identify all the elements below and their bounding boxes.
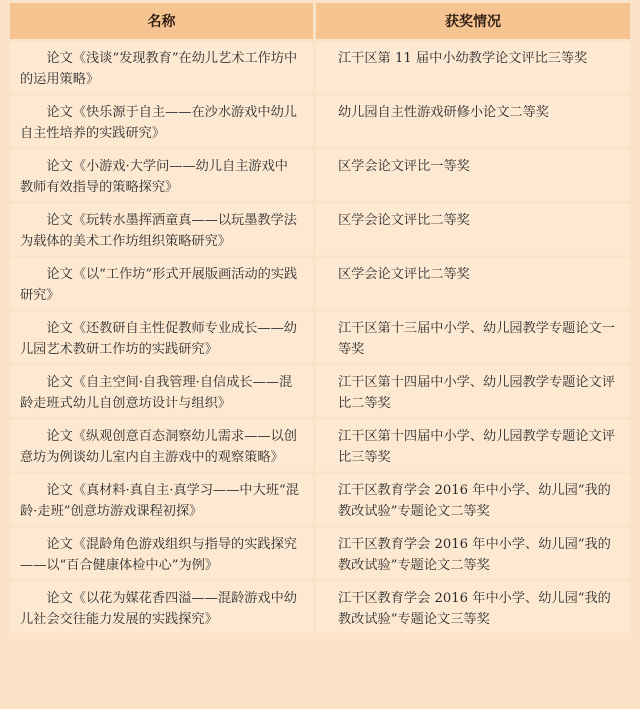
table-row [10,420,630,474]
award-info: 江干区第十四届中小学、幼儿园教学专题论文评比二等奖 [316,366,630,420]
table-row [10,150,630,204]
table-row [10,528,630,582]
paper-name: 论文《以花为媒花香四溢——混龄游戏中幼儿社会交往能力发展的实践探究》 [10,582,316,636]
award-info: 幼儿园自主性游戏研修小论文二等奖 [316,96,630,150]
award-info: 区学会论文评比一等奖 [316,150,630,204]
table-row [10,312,630,366]
paper-name: 论文《快乐源于自主——在沙水游戏中幼儿自主性培养的实践研究》 [10,96,316,150]
award-info: 江干区教育学会 2016 年中小学、幼儿园“我的教改试验”专题论文二等奖 [316,474,630,528]
table-row [10,474,630,528]
award-info: 江干区第 11 届中小幼教学论文评比三等奖 [316,42,630,96]
table-row [10,204,630,258]
award-info: 江干区教育学会 2016 年中小学、幼儿园“我的教改试验”专题论文三等奖 [316,582,630,636]
paper-name: 论文《还教研自主性促教师专业成长——幼儿园艺术教研工作坊的实践研究》 [10,312,316,366]
paper-name: 论文《真材料·真自主·真学习——中大班“混龄·走班”创意坊游戏课程初探》 [10,474,316,528]
award-info: 区学会论文评比二等奖 [316,258,630,312]
award-info: 区学会论文评比二等奖 [316,204,630,258]
paper-name: 论文《以“工作坊”形式开展版画活动的实践研究》 [10,258,316,312]
award-info: 江干区第十四届中小学、幼儿园教学专题论文评比三等奖 [316,420,630,474]
table-row [10,96,630,150]
paper-name: 论文《混龄角色游戏组织与指导的实践探究——以“百合健康体检中心”为例》 [10,528,316,582]
header-award: 获奖情况 [316,3,630,42]
award-info: 江干区教育学会 2016 年中小学、幼儿园“我的教改试验”专题论文二等奖 [316,528,630,582]
awards-table [10,3,630,636]
table-row [10,42,630,96]
table-row [10,582,630,636]
table-row [10,366,630,420]
award-info: 江干区第十三届中小学、幼儿园教学专题论文一等奖 [316,312,630,366]
header-name: 名称 [10,3,316,42]
paper-name: 论文《自主空间·自我管理·自信成长——混龄走班式幼儿自创意坊设计与组织》 [10,366,316,420]
header-row [10,3,630,42]
paper-name: 论文《小游戏·大学问——幼儿自主游戏中教师有效指导的策略探究》 [10,150,316,204]
paper-name: 论文《浅谈“发现教育”在幼儿艺术工作坊中的运用策略》 [10,42,316,96]
table-row [10,258,630,312]
paper-name: 论文《玩转水墨挥洒童真——以玩墨教学法为载体的美术工作坊组织策略研究》 [10,204,316,258]
paper-name: 论文《纵观创意百态洞察幼儿需求——以创意坊为例谈幼儿室内自主游戏中的观察策略》 [10,420,316,474]
